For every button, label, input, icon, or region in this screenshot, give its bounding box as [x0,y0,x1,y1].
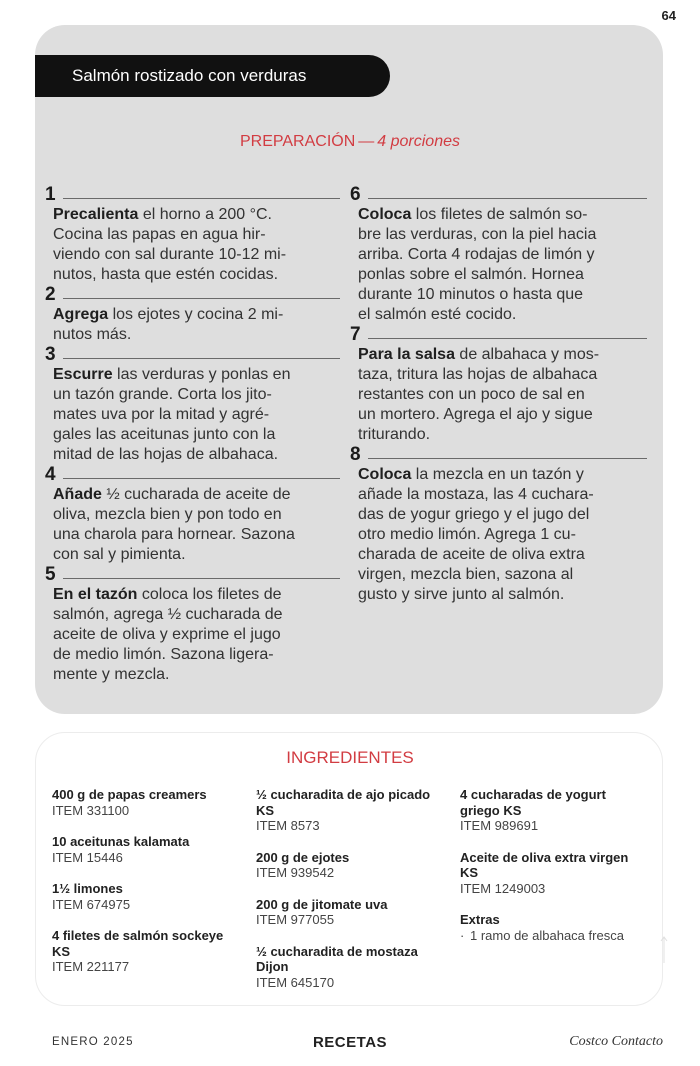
step-line [53,265,340,285]
step-2 [45,285,340,345]
step-line-text: la mezcla en un tazón y [411,466,584,483]
step-line-text: coloca los filetes de [137,586,282,603]
step-line [358,565,647,585]
step-divider [368,338,647,339]
bullet-icon: · [460,927,465,943]
ingredient-name: 1½ limones [52,881,123,896]
step-header [350,185,647,205]
step-line-text: arriba. Corta 4 rodajas de limón y [358,246,595,263]
step-divider [63,298,340,299]
ingredient-code: ITEM 221177 [52,959,130,974]
step-3 [45,345,340,465]
ingredient-code: ITEM 8573 [256,818,320,833]
step-line [53,625,340,645]
step-line [358,485,647,505]
step-line-text: las verduras y ponlas en [112,366,291,383]
ingredient-item [52,881,244,912]
ingredient-code: ITEM 15446 [52,849,123,865]
step-line-text: aceite de oliva y exprime el jugo [53,626,281,643]
ingredient-name: 10 aceitunas kalamata [52,834,190,849]
step-4 [45,465,340,565]
step-line [53,245,340,265]
step-line [53,545,340,565]
step-header [45,285,340,305]
step-line-text: viendo con sal durante 10-12 mi- [53,246,287,263]
step-line-text: durante 10 minutos o hasta que [358,286,584,303]
step-line [358,285,647,305]
step-line-text: salmón, agrega ½ cucharada de [53,606,283,623]
step-line [358,425,647,445]
step-divider [63,198,340,199]
step-text [53,365,340,465]
step-line-text: nutos más. [53,326,132,343]
step-line [358,405,647,425]
step-7 [350,325,647,445]
extras-item-text: 1 ramo de albahaca fresca [470,927,624,943]
ingredient-code: ITEM 674975 [52,896,131,912]
step-header [45,465,340,485]
step-text [53,485,340,565]
step-line [358,545,647,565]
step-line [53,585,340,605]
step-line-text: restantes con un poco de sal en [358,386,585,403]
step-text [53,585,340,685]
step-line-text: el salmón esté cocido. [358,306,517,323]
step-text [53,205,340,285]
step-line-text: una charola para hornear. Sazona [53,526,295,543]
step-line [358,245,647,265]
step-line-text: oliva, mezcla bien y pon todo en [53,506,282,523]
ingredient-item [52,928,244,975]
step-lead: Precalienta [53,206,139,223]
step-line [358,505,647,525]
step-line-text: ½ cucharada de aceite de [101,486,291,503]
step-line [53,385,340,405]
ingredients-column-2 [256,787,451,1006]
step-divider [63,478,340,479]
step-number: 1 [45,184,56,205]
step-line-text: charada de aceite de oliva extra [358,546,585,563]
step-line-text: otro medio limón. Agrega 1 cu- [358,526,576,543]
step-text [53,305,340,345]
step-line-text: nutos, hasta que estén cocidas. [53,266,279,283]
step-lead: En el tazón [53,586,138,603]
ingredient-name: ½ cucharadita de mostaza Dijon [256,943,418,974]
step-line-text: los ejotes y cocina 2 mi- [108,306,284,323]
step-line-text: añade la mostaza, las 4 cuchara- [358,486,594,503]
ingredient-name: 4 filetes de salmón sockeye KS [52,928,224,959]
ingredient-code: ITEM 939542 [256,865,335,880]
step-line [358,585,647,605]
page-number: 64 [661,8,676,23]
ingredients-heading: INGREDIENTES [286,748,414,767]
step-line-text: triturando. [358,426,431,443]
extras-item [460,928,640,944]
ingredient-item [256,944,451,991]
step-lead: Coloca [358,206,412,223]
ingredient-item [52,787,244,818]
step-1 [45,185,340,285]
ingredient-name: 200 g de ejotes [256,849,350,865]
ingredient-name: 200 g de jitomate uva [256,896,388,912]
ingredient-item [52,834,244,865]
preparation-heading [0,133,700,151]
step-header [350,445,647,465]
step-line-text: mitad de las hojas de albahaca. [53,446,279,463]
step-line [53,445,340,465]
ingredient-code: ITEM 645170 [256,974,335,990]
step-text [358,205,647,325]
step-number: 2 [45,284,56,305]
step-lead: Añade [53,486,102,503]
ingredient-name: 400 g de papas creamers [52,787,207,802]
step-line [358,465,647,485]
step-divider [63,358,340,359]
step-line [53,405,340,425]
preparation-label: PREPARACIÓN [240,133,356,150]
ingredient-item [256,787,451,834]
ingredient-code: ITEM 989691 [460,818,539,833]
step-line-text: gales las aceitunas junto con la [53,426,276,443]
extras-title: Extras [460,912,500,927]
steps-column-left [45,185,340,685]
step-line-text: con sal y pimienta. [53,546,186,563]
ingredient-item [256,897,451,928]
step-number: 3 [45,344,56,365]
preparation-portions: 4 porciones [377,133,460,150]
step-line [53,525,340,545]
ingredient-name: 4 cucharadas de yogurt griego KS [460,787,606,818]
step-line [53,325,340,345]
step-line-text: los filetes de salmón so- [411,206,588,223]
step-divider [63,578,340,579]
step-line [358,205,647,225]
footer-date: ENERO 2025 [52,1036,134,1048]
step-line [358,345,647,365]
step-line [53,365,340,385]
step-header [45,185,340,205]
step-lead: Escurre [53,366,113,383]
scroll-up-icon[interactable] [660,935,668,965]
step-line-text: mates uva por la mitad y agré- [53,406,270,423]
step-number: 5 [45,564,56,585]
step-5 [45,565,340,685]
extras [460,912,640,943]
step-line-text: el horno a 200 °C. [138,206,272,223]
step-line-text: ponlas sobre el salmón. Hornea [358,266,584,283]
step-line [53,605,340,625]
footer-section: RECETAS [312,1034,388,1051]
steps-column-right [350,185,647,605]
step-line-text: bre las verduras, con la piel hacia [358,226,597,243]
step-line-text: mente y mezcla. [53,666,170,683]
step-line-text: das de yogur griego y el jugo del [358,506,590,523]
step-line [358,305,647,325]
step-number: 8 [350,444,361,465]
step-line-text: de medio limón. Sazona ligera- [53,646,274,663]
footer-brand: Costco Contacto [569,1034,663,1049]
ingredient-code: ITEM 1249003 [460,880,546,896]
step-line [53,305,340,325]
step-line [53,225,340,245]
step-line [358,225,647,245]
preparation-separator: — [358,133,375,150]
ingredient-item [460,850,640,897]
step-line [53,205,340,225]
step-number: 6 [350,184,361,205]
ingredient-item [460,787,640,834]
step-line-text: gusto y sirve junto al salmón. [358,586,565,603]
step-line [53,645,340,665]
ingredient-name: Aceite de oliva extra virgen KS [460,849,629,880]
step-line [53,485,340,505]
step-header [45,345,340,365]
step-line-text: Cocina las papas en agua hir- [53,226,266,243]
ingredient-item [256,850,451,881]
step-lead: Para la salsa [358,346,455,363]
ingredient-code: ITEM 331100 [52,802,130,818]
step-8 [350,445,647,605]
step-text [358,465,647,605]
step-line [53,425,340,445]
step-line-text: taza, tritura las hojas de albahaca [358,366,598,383]
step-line-text: virgen, mezcla bien, sazona al [358,566,574,583]
step-line [358,265,647,285]
step-line-text: un mortero. Agrega el ajo y sigue [358,406,593,423]
step-divider [368,458,647,459]
ingredient-name: ½ cucharadita de ajo picado KS [256,787,431,818]
ingredient-code: ITEM 977055 [256,912,335,927]
step-line-text: de albahaca y mos- [454,346,600,363]
step-line [358,385,647,405]
step-header [350,325,647,345]
step-lead: Agrega [53,306,109,323]
step-divider [368,198,647,199]
ingredients-column-3 [460,787,640,943]
recipe-title: Salmón rostizado con verduras [35,55,390,97]
step-header [45,565,340,585]
step-line [53,665,340,685]
step-number: 4 [45,464,56,485]
step-6 [350,185,647,325]
step-lead: Coloca [358,466,412,483]
step-number: 7 [350,324,361,345]
ingredients-column-1 [52,787,244,991]
step-line [358,365,647,385]
step-line [358,525,647,545]
step-line [53,505,340,525]
step-text [358,345,647,445]
step-line-text: un tazón grande. Corta los jito- [53,386,272,403]
